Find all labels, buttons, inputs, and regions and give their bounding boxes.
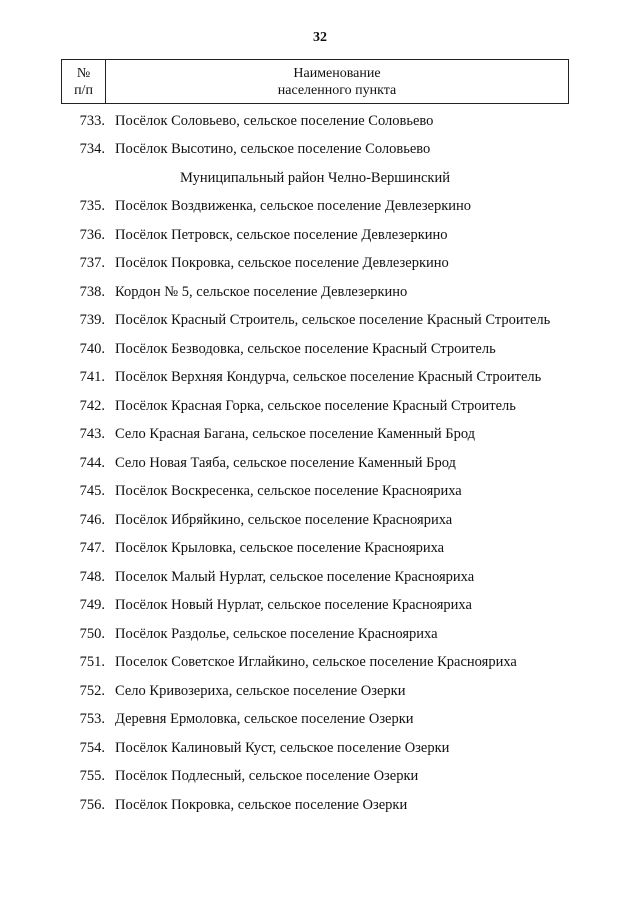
list-item [61,763,581,792]
list-item [61,649,581,678]
table-header [61,59,569,104]
list-item-number: 747. [79,540,105,557]
list-item-name: Посёлок Безводовка, сельское поселение Красный Строитель [115,340,496,357]
header-number-abbrev: п/п [74,82,93,98]
list-item-number: 756. [79,796,105,813]
list-item-name: Село Кривозериха, сельское поселение Озерки [115,682,406,699]
list-item-name: Поселок Малый Нурлат, сельское поселение Краснояриха [115,568,475,585]
list-item-number: 735. [79,198,105,215]
list-item-number: 751. [79,654,105,671]
list-item-number: 739. [79,312,105,329]
list-item [61,193,581,222]
list-item-name: Посёлок Раздолье, сельское поселение Краснояриха [115,625,438,642]
settlement-list [61,107,581,820]
list-item-number: 745. [79,483,105,500]
list-item-number: 733. [79,112,105,129]
header-number-symbol: № [76,65,91,81]
section-heading: Муниципальный район Челно-Вершинский [180,169,450,186]
header-name-line1: Наименование [293,65,381,81]
list-item-number: 749. [79,597,105,614]
list-item-name: Посёлок Крыловка, сельское поселение Краснояриха [115,540,445,557]
list-item [61,535,581,564]
list-item [61,250,581,279]
header-number-column [62,60,106,103]
list-item-number: 748. [79,568,105,585]
list-item [61,335,581,364]
list-item-name: Село Новая Таяба, сельское поселение Каменный Брод [115,454,456,471]
list-item-name: Посёлок Новый Нурлат, сельское поселение Краснояриха [115,597,472,614]
list-item [61,364,581,393]
list-item-name: Посёлок Соловьево, сельское поселение Соловьево [115,112,434,129]
list-item-number: 737. [79,255,105,272]
list-item-number: 746. [79,511,105,528]
list-item-name: Село Красная Багана, сельское поселение Каменный Брод [115,426,476,443]
list-item-name: Посёлок Петровск, сельское поселение Девлезеркино [115,226,448,243]
list-item [61,791,581,820]
list-item-name: Посёлок Верхняя Кондурча, сельское поселение Красный Строитель [115,369,542,386]
list-item [61,620,581,649]
list-item-name: Поселок Советское Иглайкино, сельское поселение Краснояриха [115,654,517,671]
list-item [61,478,581,507]
list-item [61,449,581,478]
list-item-number: 734. [79,141,105,158]
list-item [61,392,581,421]
list-item-name: Посёлок Воздвиженка, сельское поселение Девлезеркино [115,198,472,215]
list-item-number: 741. [79,369,105,386]
list-item-number: 738. [79,283,105,300]
list-item-number: 740. [79,340,105,357]
list-item-name: Посёлок Красная Горка, сельское поселение Красный Строитель [115,397,516,414]
list-item-name: Кордон № 5, сельское поселение Девлезеркино [115,283,408,300]
list-item-number: 742. [79,397,105,414]
list-item [61,677,581,706]
list-item-name: Посёлок Покровка, сельское поселение Озерки [115,796,408,813]
list-item-name: Посёлок Подлесный, сельское поселение Озерки [115,768,419,785]
list-item-number: 753. [79,711,105,728]
list-item [61,278,581,307]
list-item-name: Посёлок Калиновый Куст, сельское поселение Озерки [115,739,450,756]
list-item [61,706,581,735]
page-number: 32 [313,30,327,45]
list-item [61,421,581,450]
list-item-number: 750. [79,625,105,642]
list-item-number: 754. [79,739,105,756]
list-item-name: Посёлок Ибряйкино, сельское поселение Краснояриха [115,511,453,528]
list-item [61,592,581,621]
list-item [61,563,581,592]
list-item [61,136,581,165]
list-item [61,734,581,763]
list-item-number: 755. [79,768,105,785]
list-item [61,506,581,535]
list-item-number: 752. [79,682,105,699]
header-name-line2: населенного пункта [277,82,397,98]
list-item-name: Посёлок Воскресенка, сельское поселение Краснояриха [115,483,462,500]
list-item [61,107,581,136]
list-item-name: Посёлок Красный Строитель, сельское поселение Красный Строитель [115,312,551,329]
list-item [61,307,581,336]
list-item-number: 736. [79,226,105,243]
list-item-name: Деревня Ермоловка, сельское поселение Озерки [115,711,414,728]
list-item-name: Посёлок Высотино, сельское поселение Соловьево [115,141,431,158]
header-name-column [106,60,568,103]
list-item-name: Посёлок Покровка, сельское поселение Девлезеркино [115,255,449,272]
list-item [61,221,581,250]
list-item-number: 744. [79,454,105,471]
list-item-number: 743. [79,426,105,443]
